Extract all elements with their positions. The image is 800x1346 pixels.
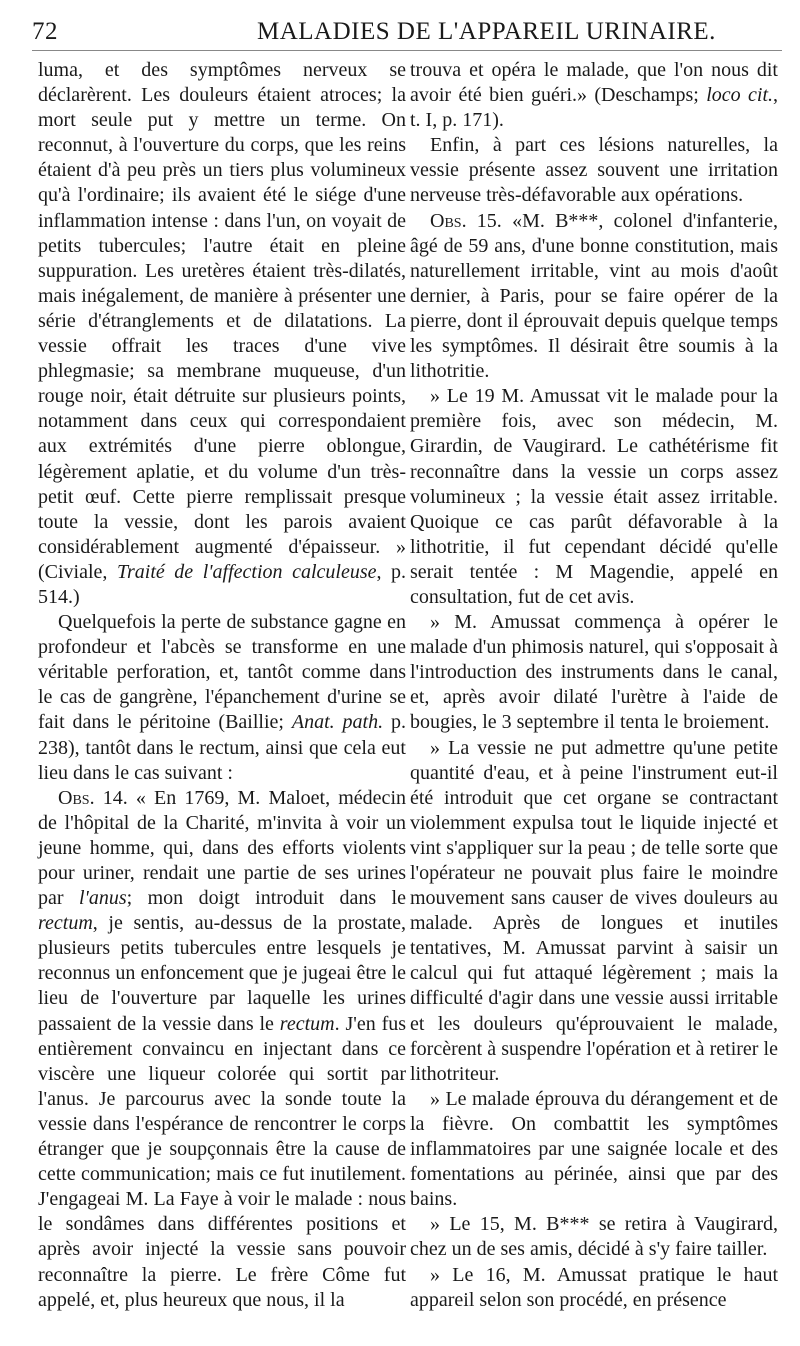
paragraph <box>38 58 406 610</box>
observation-paragraph <box>38 786 406 1313</box>
paragraph-text: Quelquefois la perte de substance gagne en profondeur et l'abcès se transforme en une véritable perforation, et, tantôt comme dans le cas de gangrène, l'épanchement d'urine se fait dans le péritoine (Baillie; <box>38 611 406 734</box>
citation: Anat. path. <box>291 711 384 734</box>
observation-paragraph <box>410 209 778 385</box>
paragraph: » Le 15, M. B*** se retira à Vaugirard, chez un de ses amis, décidé à s'y faire tailler. <box>410 1213 778 1261</box>
paragraph-text: « En 1769, M. Maloet, médecin de l'hôpital de la Charité, m'invita à voir un jeune homme, qui, dans des efforts violents pour uriner, rendait une partie de ses urines par <box>38 786 406 910</box>
header-rule <box>32 50 782 51</box>
paragraph: Enfin, à part ces lésions naturelles, la vessie présente assez souvent une irritation nerveuse très-défavorable aux opérations. <box>410 134 778 207</box>
page-header <box>32 18 782 52</box>
left-column <box>38 58 406 1313</box>
emphasis: l'anus <box>78 887 127 910</box>
paragraph-text: trouva et opéra le malade, que l'on nous dit avoir été bien guéri.» (Deschamps; <box>410 59 778 107</box>
paragraph: » Le 19 M. Amussat vit le malade pour la première fois, avec son médecin, M. Girardin, de Vaugirard. Le cathétérisme fit reconnaître dans la vessie un corps assez volumineux ; la vessie était assez irritable. Quoique ce cas parût défavorable à la lithotritie, il fut cependant décidé qu'elle serait tentée : M Magendie, appelé en consultation, fut de cet avis. <box>410 385 778 608</box>
citation: Traité de l'affection calculeuse <box>116 560 377 583</box>
observation-label: Obs. 14. <box>58 786 128 809</box>
page-number: 72 <box>32 18 58 45</box>
paragraph: » Le malade éprouva du dérangement et de la fièvre. On combattit les symptômes inflammatoires par une saignée locale et des fomentations au périnée, ainsi que par des bains. <box>410 1087 778 1211</box>
paragraph: » Le 16, M. Amussat pratique le haut appareil selon son procédé, en présence <box>410 1263 778 1311</box>
paragraph: » M. Amussat commença à opérer le malade d'un phimosis naturel, qui s'opposait à l'introduction des instruments dans le canal, et, après avoir dilaté l'urètre à l'aide de bougies, le 3 septembre il tenta le broiement. <box>410 611 778 734</box>
paragraph-text: ; mon doigt introduit dans le <box>126 887 406 910</box>
paragraph-text: «M. B***, colonel d'infanterie, âgé de 59 ans, d'une bonne constitution, mais naturellement irritable, vint au mois d'août dernier, à Paris, pour se faire opérer de la pierre, dont il éprouvait depuis quelque temps les symptômes. Il désirait être soumis à la lithotritie. <box>410 209 778 383</box>
paragraph-text: . J'en fus entièrement convaincu en injectant dans ce viscère une liqueur colorée qui sortit par l'anus. Je parcourus avec la sonde toute la vessie dans l'espérance de rencontrer le corps étranger que je soupçonnais être la cause de cette communication; mais ce fut inutilement. J'engageai M. La Faye à voir le malade : nous le sondâmes dans différentes positions et après avoir injecté la vessie sans pouvoir reconnaître la pierre. Le frère Côme fut appelé, et, plus heureux que nous, il la <box>38 1012 407 1311</box>
emphasis: rectum <box>279 1012 335 1035</box>
citation: loco cit. <box>706 84 773 107</box>
paragraph-text: , t. I, p. 171). <box>410 84 778 132</box>
paragraph-text: luma, et des symptômes nerveux se déclarèrent. Les douleurs étaient atroces; la mort seule put y mettre un terme. On reconnut, à l'ouverture du corps, que les reins étaient d'à peu près un tiers plus volumineux qu'à l'ordinaire; ils avaient été le siége d'une inflammation intense : dans l'un, on voyait de petits tubercules; l'autre était en pleine suppuration. Les uretères étaient très-dilatés, mais inégalement, de manière à présenter une série d'étranglements et de dilatations. La vessie offrait les traces d'une vive phlegmasie; sa membrane muqueuse, d'un rouge noir, était détruite sur plusieurs points, notamment dans ceux qui correspondaient aux extrémités d'une pierre oblongue, légèrement aplatie, et du volume d'un très-petit œuf. Cette pierre remplissait presque toute la vessie, dont les parois avaient considérablement augmenté d'épaisseur. » (Civiale, <box>38 59 406 583</box>
emphasis: rectum <box>38 912 93 935</box>
paragraph-text: , p. 514.) <box>38 560 407 608</box>
paragraph-text: p. 238), tantôt dans le rectum, ainsi que cela eut lieu dans le cas suivant : <box>38 711 407 784</box>
running-title: MALADIES DE L'APPAREIL URINAIRE. <box>257 18 716 45</box>
right-column <box>410 58 778 1313</box>
observation-label: Obs. 15. <box>430 209 502 232</box>
paragraph <box>38 610 406 786</box>
paragraph <box>410 58 778 133</box>
paragraph-text: , je sentis, au-dessus de la prostate, plusieurs petits tubercules entre lesquels je reconnus un enfoncement que je jugeai être le lieu de l'ouverture par laquelle les urines passaient de la vessie dans le <box>38 912 406 1035</box>
paragraph: » La vessie ne put admettre qu'une petite quantité d'eau, et à peine l'instrument eut-il été introduit que cet organe se contractant violemment expulsa tout le liquide injecté et vint s'appliquer sur la peau ; de telle sorte que l'opérateur ne pouvait plus faire le moindre mouvement sans causer de vives douleurs au malade. Après de longues et inutiles tentatives, M. Amussat parvint à saisir un calcul qui fut attaqué légèrement ; mais la difficulté d'agir dans une vessie aussi irritable et les douleurs qu'éprouvaient le malade, forcèrent à suspendre l'opération et à retirer le lithotriteur. <box>410 736 778 1085</box>
